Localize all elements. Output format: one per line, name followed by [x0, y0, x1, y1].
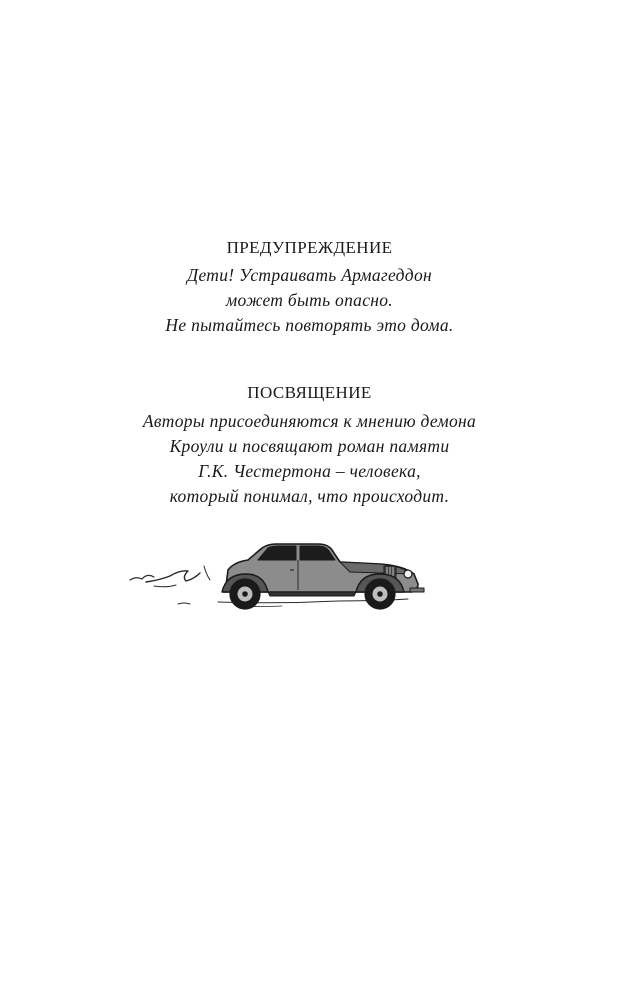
warning-section: [0, 236, 619, 338]
vintage-car-icon: [118, 536, 428, 614]
dedication-line-4: который понимал, что происходит.: [169, 486, 450, 506]
dedication-line-3: Г.К. Честертона – человека,: [198, 461, 421, 481]
dedication-line-1: Авторы присоединяются к мнению демона: [142, 411, 477, 431]
dedication-line-2: Кроули и посвящают роман памяти: [169, 436, 450, 456]
warning-heading: ПРЕДУПРЕЖДЕНИЕ: [226, 238, 393, 257]
dedication-section: [0, 381, 619, 509]
dedication-heading: ПОСВЯЩЕНИЕ: [247, 383, 372, 402]
warning-line-2: может быть опасно.: [226, 290, 393, 310]
warning-line-3: Не пытайтесь повторять это дома.: [165, 315, 454, 335]
warning-line-1: Дети! Устраивать Армагеддон: [187, 265, 432, 285]
